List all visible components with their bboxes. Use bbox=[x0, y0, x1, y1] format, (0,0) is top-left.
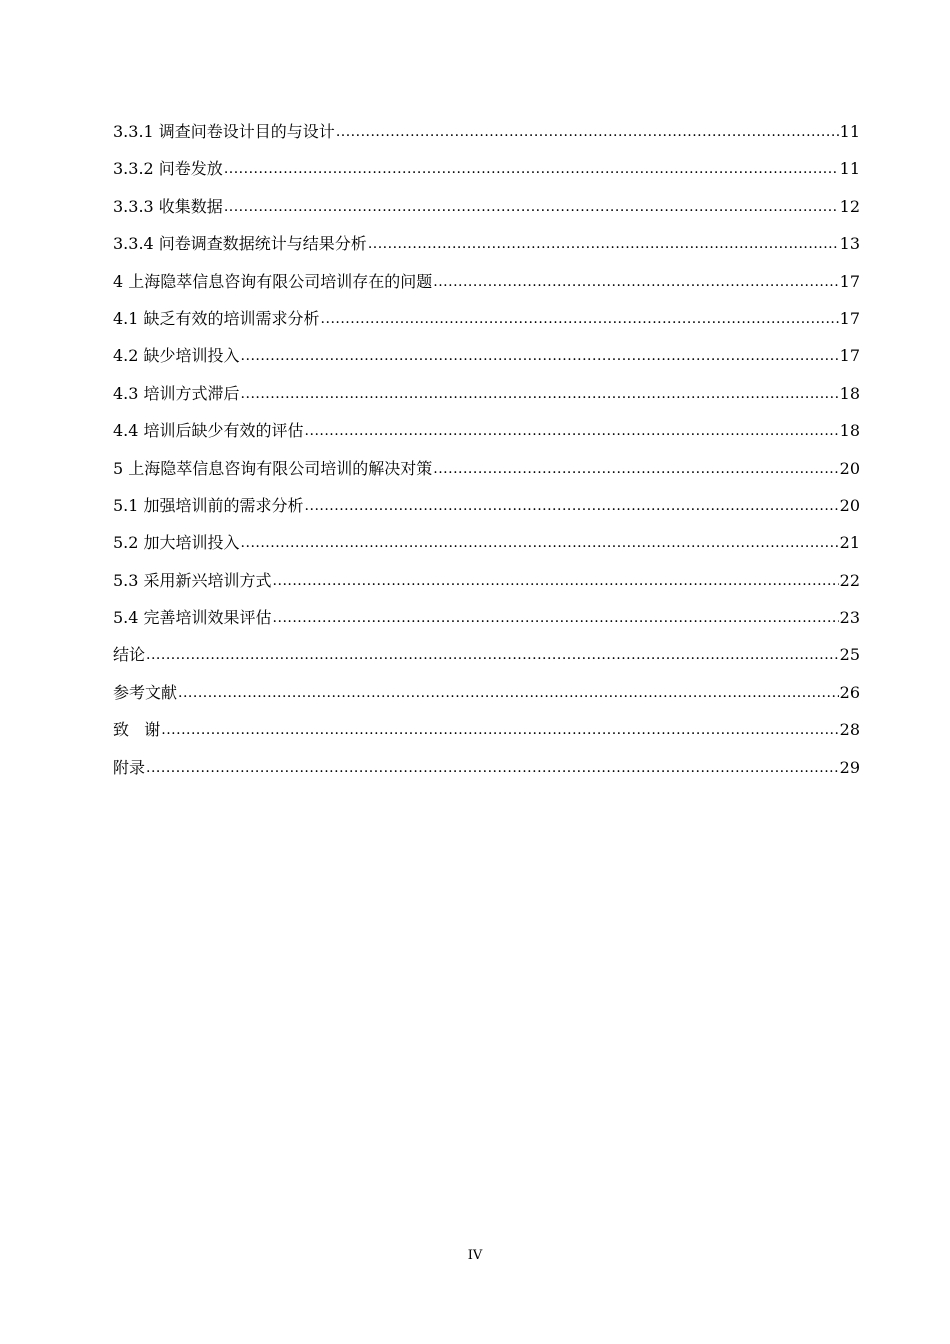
toc-leader-dots bbox=[336, 118, 839, 145]
toc-leader-dots bbox=[241, 529, 839, 556]
toc-leader-dots bbox=[241, 380, 839, 407]
toc-leader-dots bbox=[368, 230, 839, 257]
toc-entry[interactable] bbox=[113, 194, 860, 231]
toc-entry-page: 12 bbox=[839, 196, 860, 216]
toc-entry[interactable] bbox=[113, 642, 860, 679]
toc-entry-page: 18 bbox=[839, 421, 860, 441]
toc-entry[interactable] bbox=[113, 381, 860, 418]
toc-entry-page: 26 bbox=[839, 682, 860, 702]
toc-entry-title: 5.3 采用新兴培训方式 bbox=[113, 570, 272, 590]
toc-entry-title: 5.1 加强培训前的需求分析 bbox=[113, 495, 304, 515]
toc-entry-page: 22 bbox=[839, 570, 860, 590]
toc-leader-dots bbox=[433, 455, 838, 482]
toc-entry-title: 参考文献 bbox=[113, 682, 178, 702]
toc-entry-title: 3.3.4 问卷调查数据统计与结果分析 bbox=[113, 234, 367, 254]
toc-entry-page: 28 bbox=[839, 720, 860, 740]
toc-entry[interactable] bbox=[113, 343, 860, 380]
toc-leader-dots bbox=[305, 492, 839, 519]
toc-entry[interactable] bbox=[113, 269, 860, 306]
toc-entry-title: 3.3.2 问卷发放 bbox=[113, 159, 223, 179]
toc-entry-page: 11 bbox=[839, 159, 860, 179]
toc-entry-page: 17 bbox=[839, 308, 860, 328]
toc-entry[interactable] bbox=[113, 418, 860, 455]
toc-leader-dots bbox=[178, 679, 839, 706]
toc-leader-dots bbox=[305, 417, 839, 444]
toc-entry[interactable] bbox=[113, 156, 860, 193]
toc-entry-page: 21 bbox=[839, 533, 860, 553]
toc-entry-title: 附录 bbox=[113, 757, 146, 777]
toc-entry-page: 29 bbox=[839, 757, 860, 777]
toc-entry-page: 17 bbox=[839, 271, 860, 291]
toc-entry-title: 4.3 培训方式滞后 bbox=[113, 383, 240, 403]
toc-entry-page: 13 bbox=[839, 234, 860, 254]
toc-entry[interactable] bbox=[113, 493, 860, 530]
toc-entry[interactable] bbox=[113, 605, 860, 642]
toc-entry-page: 25 bbox=[839, 645, 860, 665]
toc-entry[interactable] bbox=[113, 306, 860, 343]
toc-entry-title: 3.3.3 收集数据 bbox=[113, 196, 223, 216]
toc-entry[interactable] bbox=[113, 717, 860, 754]
toc-entry[interactable] bbox=[113, 231, 860, 268]
toc-entry[interactable] bbox=[113, 568, 860, 605]
toc-entry-title: 3.3.1 调查问卷设计目的与设计 bbox=[113, 122, 335, 141]
page-number: IV bbox=[467, 1248, 483, 1263]
toc-entry-title: 5 上海隐萃信息咨询有限公司培训的解决对策 bbox=[113, 458, 433, 478]
toc-leader-dots bbox=[224, 155, 839, 182]
toc-entry-page: 20 bbox=[839, 458, 860, 478]
toc-entry-page: 11 bbox=[839, 122, 860, 141]
toc-entry-title: 4.2 缺少培训投入 bbox=[113, 346, 240, 366]
toc-entry-title: 4 上海隐萃信息咨询有限公司培训存在的问题 bbox=[113, 271, 433, 291]
toc-leader-dots bbox=[146, 641, 839, 668]
toc-entry-title: 5.2 加大培训投入 bbox=[113, 533, 240, 553]
toc-entry-title: 结论 bbox=[113, 645, 146, 665]
toc-leader-dots bbox=[224, 193, 839, 220]
toc-entry-page: 20 bbox=[839, 495, 860, 515]
toc-entry-page: 18 bbox=[839, 383, 860, 403]
toc-leader-dots bbox=[146, 754, 839, 781]
toc-leader-dots bbox=[273, 567, 839, 594]
toc-entry-page: 23 bbox=[839, 608, 860, 628]
toc-entry[interactable] bbox=[113, 755, 860, 792]
toc-leader-dots bbox=[273, 604, 839, 631]
toc-entry-title: 致 谢 bbox=[113, 720, 161, 740]
table-of-contents bbox=[113, 119, 860, 792]
toc-entry-title: 5.4 完善培训效果评估 bbox=[113, 608, 272, 628]
toc-leader-dots bbox=[433, 268, 838, 295]
toc-entry[interactable] bbox=[113, 456, 860, 493]
toc-entry-title: 4.1 缺乏有效的培训需求分析 bbox=[113, 308, 320, 328]
toc-leader-dots bbox=[161, 716, 838, 743]
toc-entry-page: 17 bbox=[839, 346, 860, 366]
toc-leader-dots bbox=[321, 305, 839, 332]
toc-entry-title: 4.4 培训后缺少有效的评估 bbox=[113, 421, 304, 441]
toc-leader-dots bbox=[241, 342, 839, 369]
toc-entry[interactable] bbox=[113, 530, 860, 567]
toc-entry[interactable] bbox=[113, 119, 860, 156]
toc-entry[interactable] bbox=[113, 680, 860, 717]
